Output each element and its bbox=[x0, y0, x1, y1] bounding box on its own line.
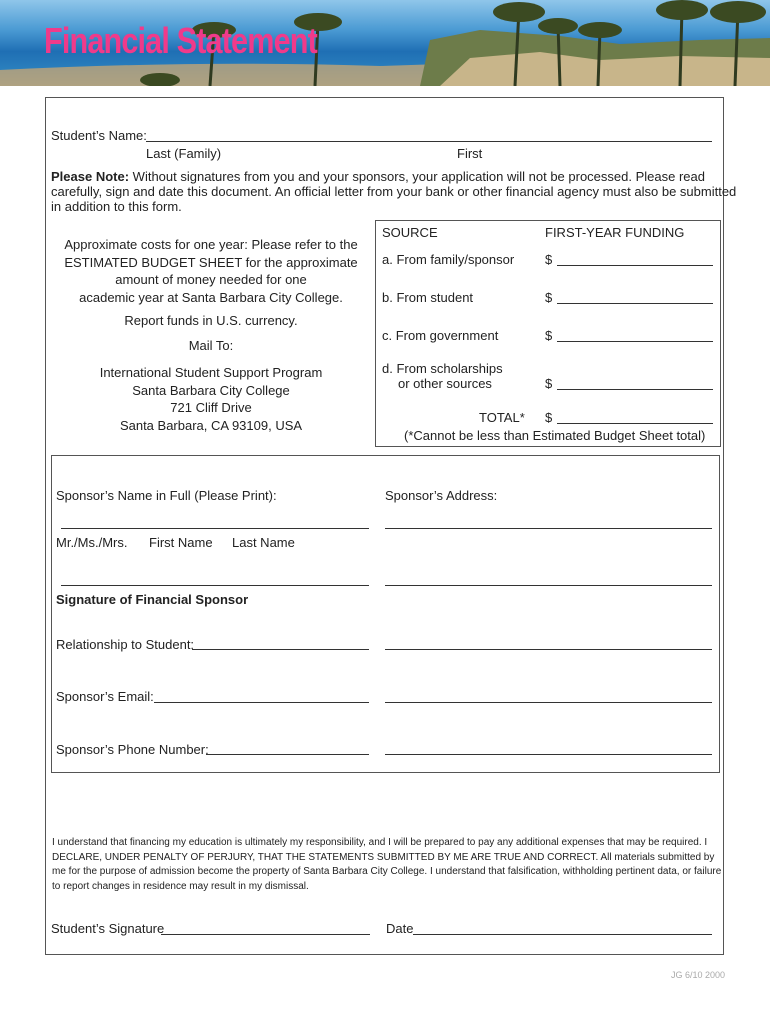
sponsor-signature-label: Signature of Financial Sponsor bbox=[56, 592, 249, 607]
date-field[interactable] bbox=[413, 934, 712, 935]
relationship-label: Relationship to Student: bbox=[56, 637, 195, 652]
sponsor-address-field-2[interactable] bbox=[385, 585, 712, 586]
declaration-line: me for the purpose of admission become the property of Santa Barbara City College. I understand that falsification, withholding pertinent data, or failure bbox=[52, 866, 722, 877]
student-name-field[interactable] bbox=[146, 141, 712, 142]
source-student: b. From student bbox=[382, 290, 474, 305]
sponsor-section bbox=[51, 455, 720, 773]
sponsor-name-label: Sponsor’s Name in Full (Please Print): bbox=[56, 488, 277, 503]
costs-line: academic year at Santa Barbara City College. bbox=[79, 289, 343, 305]
scholarship-amount-field[interactable] bbox=[557, 389, 713, 390]
page-title: Financial Statement bbox=[44, 20, 317, 61]
email-field[interactable] bbox=[154, 702, 369, 703]
currency-note: Report funds in U.S. currency. bbox=[124, 313, 298, 328]
address-line: Santa Barbara, CA 93109, USA bbox=[119, 417, 303, 433]
sponsor-first-name-label: First Name bbox=[149, 535, 213, 550]
sponsor-address-field-5[interactable] bbox=[385, 754, 712, 755]
last-family-label: Last (Family) bbox=[146, 146, 222, 161]
note-heading: Please Note: bbox=[51, 169, 130, 184]
source-family: a. From family/sponsor bbox=[382, 252, 515, 267]
sponsor-last-name-label: Last Name bbox=[232, 535, 295, 550]
relationship-field[interactable] bbox=[192, 649, 369, 650]
mail-to-label: Mail To: bbox=[188, 338, 234, 353]
please-note bbox=[51, 169, 705, 184]
total-note: (*Cannot be less than Estimated Budget Sheet total) bbox=[404, 428, 706, 443]
government-amount-field[interactable] bbox=[557, 341, 713, 342]
total-label: TOTAL* bbox=[479, 410, 525, 425]
sponsor-address-field-4[interactable] bbox=[385, 702, 712, 703]
form-code: JG 6/10 2000 bbox=[670, 970, 725, 980]
declaration-line: I understand that financing my education is ultimately my responsibility, and I will be prepared to pay any additional expenses that may be required. I bbox=[52, 837, 708, 848]
costs-info bbox=[51, 236, 371, 306]
funding-table bbox=[375, 220, 721, 447]
source-government: c. From government bbox=[382, 328, 499, 343]
sponsor-address-field-3[interactable] bbox=[385, 649, 712, 650]
declaration-line: to report changes in residence may result in my dismissal. bbox=[52, 880, 309, 892]
date-label: Date bbox=[386, 921, 414, 936]
declaration-text bbox=[52, 836, 722, 894]
dollar-sign: $ bbox=[545, 252, 553, 267]
sponsor-signature-field[interactable] bbox=[61, 585, 369, 586]
phone-label: Sponsor’s Phone Number: bbox=[56, 742, 209, 757]
student-amount-field[interactable] bbox=[557, 303, 713, 304]
address-line: 721 Cliff Drive bbox=[170, 400, 252, 415]
costs-line: Approximate costs for one year: Please refer to the bbox=[64, 237, 358, 252]
address-line: Santa Barbara City College bbox=[132, 382, 290, 398]
phone-field[interactable] bbox=[206, 754, 369, 755]
mailing-address bbox=[51, 364, 371, 434]
financial-statement-form bbox=[45, 97, 737, 955]
sponsor-address-field-1[interactable] bbox=[385, 528, 712, 529]
student-signature-field[interactable] bbox=[161, 934, 370, 935]
dollar-sign: $ bbox=[545, 410, 553, 425]
costs-line: ESTIMATED BUDGET SHEET for the approximate bbox=[64, 254, 358, 270]
source-other: or other sources bbox=[398, 376, 492, 391]
dollar-sign: $ bbox=[545, 290, 553, 305]
source-scholarships: d. From scholarships bbox=[382, 361, 503, 376]
source-header: SOURCE bbox=[382, 225, 438, 240]
first-name-label: First bbox=[457, 146, 483, 161]
family-amount-field[interactable] bbox=[557, 265, 713, 266]
dollar-sign: $ bbox=[545, 328, 553, 343]
note-line-1: Without signatures from you and your sponsors, your application will not be processed. Please read bbox=[132, 169, 705, 184]
address-line: International Student Support Program bbox=[99, 365, 323, 380]
student-signature-label: Student’s Signature bbox=[51, 921, 165, 936]
dollar-sign: $ bbox=[545, 376, 553, 391]
total-amount-field[interactable] bbox=[557, 423, 713, 424]
note-line-2: carefully, sign and date this document. An official letter from your bank or other financial agency must also be submitted bbox=[51, 184, 737, 199]
sponsor-name-field[interactable] bbox=[61, 528, 369, 529]
costs-line: amount of money needed for one bbox=[115, 272, 307, 287]
declaration-line: DECLARE, UNDER PENALTY OF PERJURY, THAT THE STATEMENTS SUBMITTED BY ME ARE TRUE AND CORRECT. All materials submitted by bbox=[52, 851, 715, 863]
sponsor-address-label: Sponsor’s Address: bbox=[385, 488, 498, 503]
note-line-3: in addition to this form. bbox=[51, 199, 182, 214]
funding-header: FIRST-YEAR FUNDING bbox=[545, 225, 685, 240]
student-name-label: Student’s Name: bbox=[51, 128, 147, 143]
email-label: Sponsor’s Email: bbox=[56, 689, 154, 704]
title-label: Mr./Ms./Mrs. bbox=[56, 535, 128, 550]
header-banner bbox=[0, 0, 770, 86]
